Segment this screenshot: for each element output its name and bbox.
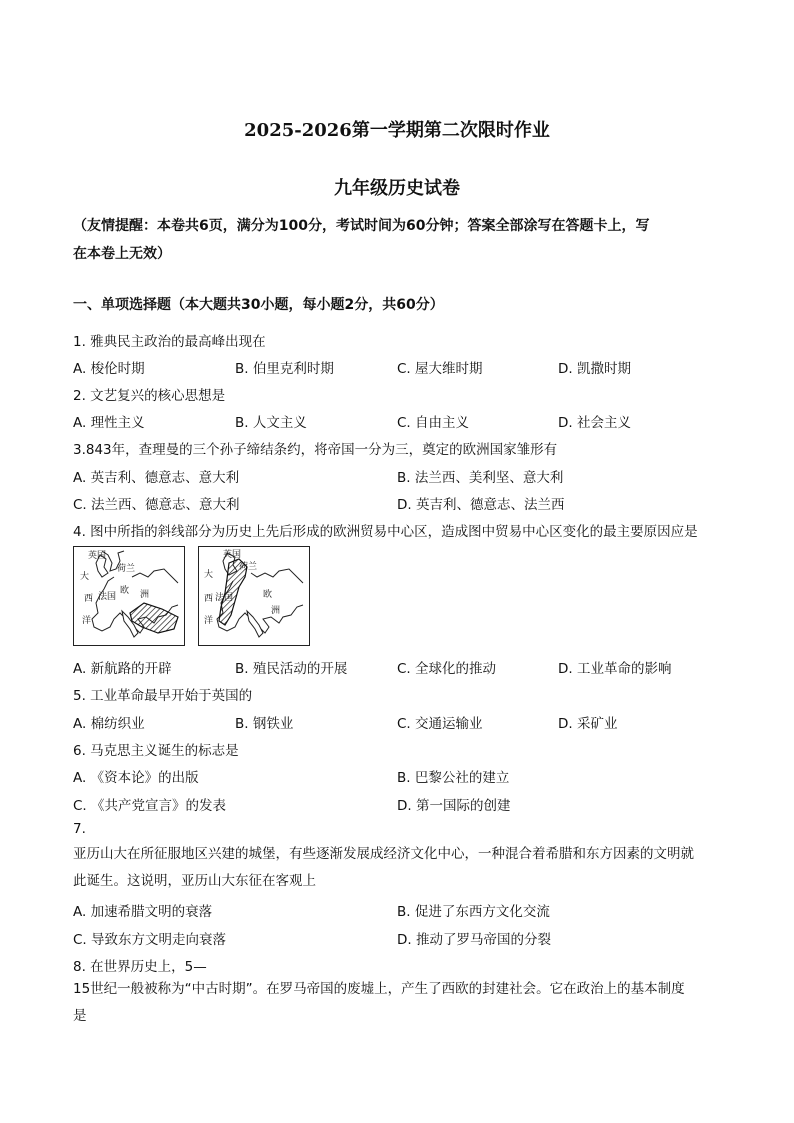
q7-stem-line-1: 亚历山大在所征服地区兴建的城堡，有些逐渐发展成经济文化中心，一种混合着希腊和东方因素的文明就: [73, 846, 694, 862]
map1-hatched-region: [130, 603, 178, 633]
q5-option-c: C. 交通运输业: [397, 716, 483, 732]
notice: [73, 212, 723, 268]
q5-option-d: D. 采矿业: [558, 716, 618, 732]
map1-label-netherlands: 荷兰: [117, 564, 136, 574]
q2-option-c: C. 自由主义: [397, 415, 470, 431]
q7-option-c: C. 导致东方文明走向衰落: [73, 932, 227, 948]
q2-option-d: D. 社会主义: [558, 415, 631, 431]
map2-italy: [247, 611, 263, 637]
q3-option-b: B. 法兰西、美利坚、意大利: [397, 470, 564, 486]
question-5-stem: 5. 工业革命最早开始于英国的: [73, 688, 253, 704]
q4-option-c: C. 全球化的推动: [397, 661, 497, 677]
q2-option-a: A. 理性主义: [73, 415, 145, 431]
q6-option-c: C. 《共产党宣言》的发表: [73, 798, 227, 814]
notice-line-1: （友情提醒：本卷共6页，满分为100分，考试时间为60分钟；答案全部涂写在答题卡上，写: [73, 218, 650, 234]
trade-center-map-1: [73, 546, 185, 646]
q7-option-b: B. 促进了东西方文化交流: [397, 904, 550, 920]
q2-option-b: B. 人文主义: [235, 415, 307, 431]
question-7-number: 7.: [73, 821, 86, 837]
map2-label-england: 英国: [223, 550, 242, 560]
q3-option-d: D. 英吉利、德意志、法兰西: [397, 497, 565, 513]
map2-label-ocean-2: 西: [204, 594, 214, 604]
q6-option-d: D. 第一国际的创建: [397, 798, 511, 814]
q4-option-a: A. 新航路的开辟: [73, 661, 172, 677]
q1-option-b: B. 伯里克利时期: [235, 361, 334, 377]
exam-subtitle: 九年级历史试卷: [334, 178, 460, 199]
map2-label-europe-2: 洲: [271, 606, 281, 616]
section-heading: 一、单项选择题（本大题共30小题，每小题2分，共60分）: [73, 297, 444, 313]
map2-label-netherlands: 荷兰: [239, 562, 258, 572]
map1-label-france: 法国: [98, 592, 117, 602]
q5-option-b: B. 钢铁业: [235, 716, 294, 732]
map1-label-ocean-2: 西: [84, 594, 94, 604]
q4-option-b: B. 殖民活动的开展: [235, 661, 348, 677]
map1-label-ocean-1: 大: [80, 572, 90, 582]
q1-option-c: C. 屋大维时期: [397, 361, 483, 377]
question-3-stem: 3.843年，查理曼的三个孙子缔结条约，将帝国一分为三，奠定的欧洲国家雏形有: [73, 442, 558, 458]
map1-label-ocean-3: 洋: [82, 616, 92, 626]
map2-label-france: 法国: [215, 593, 234, 603]
question-8-stem-line-1: 8. 在世界历史上，5—: [73, 959, 207, 975]
q7-option-d: D. 推动了罗马帝国的分裂: [397, 932, 551, 948]
map2-label-ocean-3: 洋: [204, 616, 214, 626]
question-6-stem: 6. 马克思主义诞生的标志是: [73, 743, 239, 759]
q7-stem-line-2: 此诞生。这说明，亚历山大东征在客观上: [73, 873, 316, 889]
q6-option-b: B. 巴黎公社的建立: [397, 770, 510, 786]
question-8-stem: [73, 976, 721, 1030]
question-1-stem: 1. 雅典民主政治的最高峰出现在: [73, 334, 266, 350]
q7-option-a: A. 加速希腊文明的衰落: [73, 904, 213, 920]
q6-option-a: A. 《资本论》的出版: [73, 770, 199, 786]
q4-option-d: D. 工业革命的影响: [558, 661, 672, 677]
question-2-stem: 2. 文艺复兴的核心思想是: [73, 388, 226, 404]
q5-option-a: A. 棉纺织业: [73, 716, 145, 732]
trade-center-map-2: [198, 546, 310, 646]
map1-label-europe-1: 欧: [120, 586, 130, 596]
q3-option-a: A. 英吉利、德意志、意大利: [73, 470, 240, 486]
map1-label-england: 英国: [88, 551, 107, 561]
q1-option-a: A. 梭伦时期: [73, 361, 145, 377]
q3-option-c: C. 法兰西、德意志、意大利: [73, 497, 240, 513]
q8-stem-line-3: 是: [73, 1008, 87, 1024]
q8-stem-line-2: 15世纪一般被称为“中古时期”。在罗马帝国的废墟上，产生了西欧的封建社会。它在政治上的基本制度: [73, 981, 685, 997]
map2-label-ocean-1: 大: [204, 570, 214, 580]
q1-option-d: D. 凯撒时期: [558, 361, 631, 377]
question-7-stem: [73, 841, 721, 895]
map1-label-europe-2: 洲: [140, 590, 150, 600]
question-4-stem: 4. 图中所指的斜线部分为历史上先后形成的欧洲贸易中心区，造成图中贸易中心区变化的最主要原因应是: [73, 524, 698, 540]
notice-line-2: 在本卷上无效）: [73, 246, 171, 262]
map2-label-europe-1: 欧: [263, 590, 273, 600]
exam-title: 2025-2026第一学期第二次限时作业: [244, 120, 550, 141]
